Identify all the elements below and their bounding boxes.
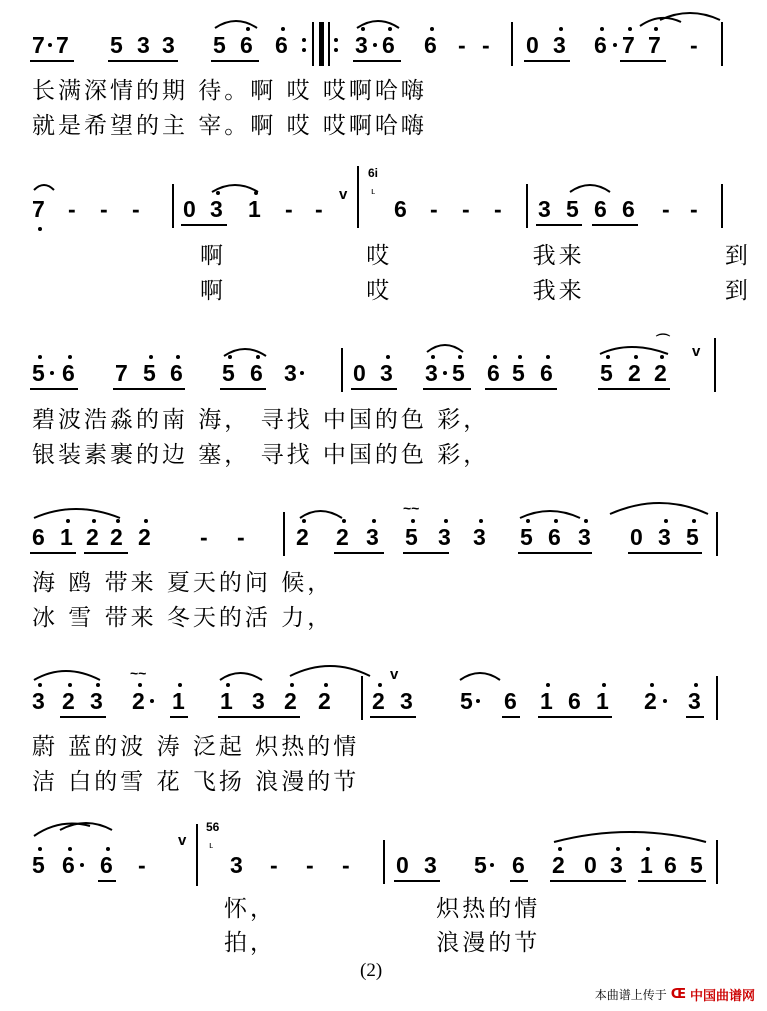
note: - [200,524,208,550]
note: 3 [538,196,551,222]
note: - [100,196,108,222]
note: - [690,32,698,58]
note: 6 [512,852,525,878]
note: 2 [552,852,565,878]
note: - [662,196,670,222]
watermark-prefix: 本曲谱上传于 [594,988,667,1002]
note: 1 [640,852,653,878]
breath-mark: v [390,666,399,683]
lyric-verse-1: 怀， 炽热的情 [224,896,541,922]
breath-mark: v [178,832,187,849]
note: 5 [32,360,45,386]
slur [600,347,668,354]
note: 1 [220,688,233,714]
grace-notes: 56 [206,820,220,834]
note: 6 [594,196,607,222]
note: 1 [248,196,261,222]
page-number: (2) [360,960,383,981]
note: - [285,196,293,222]
note: 5 [452,360,465,386]
note: 3 [210,196,223,222]
note: 3 [400,688,413,714]
note: 3 [230,852,243,878]
slur [300,511,342,518]
note: 7 [32,32,45,58]
note: 6 [504,688,517,714]
note: 5 [566,196,579,222]
breath-mark: v [692,343,701,360]
note: 6 [170,360,183,386]
note: - [494,196,502,222]
note: 7 [115,360,128,386]
note: - [458,32,466,58]
note: 6 [250,360,263,386]
note: 6 [487,360,500,386]
note: 3 [366,524,379,550]
note: 6 [100,852,113,878]
note: 5 [405,524,418,550]
note: 5 [474,852,487,878]
note: - [315,196,323,222]
note: 6 [62,852,75,878]
note: - [690,196,698,222]
note: 0 [526,32,539,58]
note: 1 [60,524,73,550]
note: 6 [594,32,607,58]
lyric-verse-2: 就是希望的主 宰。啊 哎 哎啊哈嗨 [32,113,427,139]
note: 5 [690,852,703,878]
note: 6 [664,852,677,878]
note: 3 [658,524,671,550]
note: - [342,852,350,878]
note: 3 [32,688,45,714]
note: 6 [548,524,561,550]
note: 7 [32,196,45,222]
slur [610,503,708,514]
watermark-brand: 中国曲谱网 [689,989,755,1004]
slur [34,185,54,190]
grace-notes: 6i [368,166,379,180]
note: 1 [596,688,609,714]
note: - [138,852,146,878]
watermark [595,985,755,1004]
note: 0 [630,524,643,550]
note: - [68,196,76,222]
grace-slur: ᒻ [371,187,376,201]
note: 0 [353,360,366,386]
note: 6 [568,688,581,714]
note: 2 [654,360,667,386]
note: 3 [473,524,486,550]
note: - [270,852,278,878]
note: 3 [553,32,566,58]
note: - [237,524,245,550]
note: 2 [628,360,641,386]
lyric-verse-1: 海 鸥 带来 夏天的问 候， [32,570,334,596]
note: 3 [688,688,701,714]
note: 3 [578,524,591,550]
slur [215,21,257,28]
note: 5 [110,32,123,58]
slur [554,832,706,842]
note: 6 [382,32,395,58]
note: 2 [138,524,151,550]
note: 5 [32,852,45,878]
note: 3 [610,852,623,878]
note: - [306,852,314,878]
fermata: ⌒ [656,333,670,349]
note: 6 [424,32,437,58]
note: 5 [213,32,226,58]
slur [212,185,258,192]
note: 3 [355,32,368,58]
slur [220,673,262,680]
note: 5 [460,688,473,714]
note: 6 [32,524,45,550]
slur [34,671,100,680]
note: 2 [86,524,99,550]
lyric-verse-1: 蔚 蓝的波 涛 泛起 炽热的情 [32,734,360,760]
lyric-verse-1: 碧波浩淼的南 海， 寻找 中国的色 彩， [32,407,490,433]
note: 6 [394,196,407,222]
note: 5 [143,360,156,386]
slur [34,509,120,518]
note: 5 [686,524,699,550]
slur [427,345,463,352]
note: 3 [284,360,297,386]
lyric-verse-1: 长满深情的期 待。啊 哎 哎啊哈嗨 [32,78,427,104]
slur [570,185,610,192]
lyric-verse-2: 冰 雪 带来 冬天的活 力， [32,605,334,631]
note: 0 [183,196,196,222]
lyric-verse-2: 拍， 浪漫的节 [224,930,541,956]
note: 0 [396,852,409,878]
note: - [482,32,490,58]
lyric-verse-2: 洁 白的雪 花 飞扬 浪漫的节 [32,769,360,795]
note: 3 [162,32,175,58]
note: 1 [540,688,553,714]
note: 3 [438,524,451,550]
note: 2 [336,524,349,550]
note: 6 [62,360,75,386]
note: 6 [275,32,288,58]
note: 3 [424,852,437,878]
slur [357,21,399,28]
note: 2 [284,688,297,714]
note: 3 [380,360,393,386]
trill-mark: ~~ [403,500,420,516]
breath-mark: v [339,186,348,203]
watermark-logo-icon: Œ [670,987,686,1002]
note: 5 [222,360,235,386]
note: 0 [584,852,597,878]
slur [520,511,580,518]
slur [224,349,266,356]
note: 3 [90,688,103,714]
slur [290,666,370,676]
note: 6 [622,196,635,222]
note: 2 [644,688,657,714]
note: 3 [137,32,150,58]
note: 2 [132,688,145,714]
note: 2 [296,524,309,550]
lyric-verse-1: 啊 哎 我来 到 [200,243,751,269]
note: - [430,196,438,222]
note: 7 [648,32,661,58]
lyric-verse-2: 啊 哎 我来 到 [200,278,751,304]
note: 5 [512,360,525,386]
note: 7 [56,32,69,58]
note: 7 [622,32,635,58]
slur [460,673,500,680]
trill-mark: ~~ [130,665,147,681]
note: 1 [172,688,185,714]
note: 6 [240,32,253,58]
grace-slur: ᒻ [209,841,214,855]
note: 5 [600,360,613,386]
note: 3 [252,688,265,714]
note: 6 [540,360,553,386]
note: 3 [425,360,438,386]
note: 5 [520,524,533,550]
note: 2 [372,688,385,714]
note: - [132,196,140,222]
lyric-verse-2: 银装素裹的边 塞， 寻找 中国的色 彩， [32,442,490,468]
note: 2 [110,524,123,550]
note: 2 [318,688,331,714]
note: - [462,196,470,222]
note: 2 [62,688,75,714]
